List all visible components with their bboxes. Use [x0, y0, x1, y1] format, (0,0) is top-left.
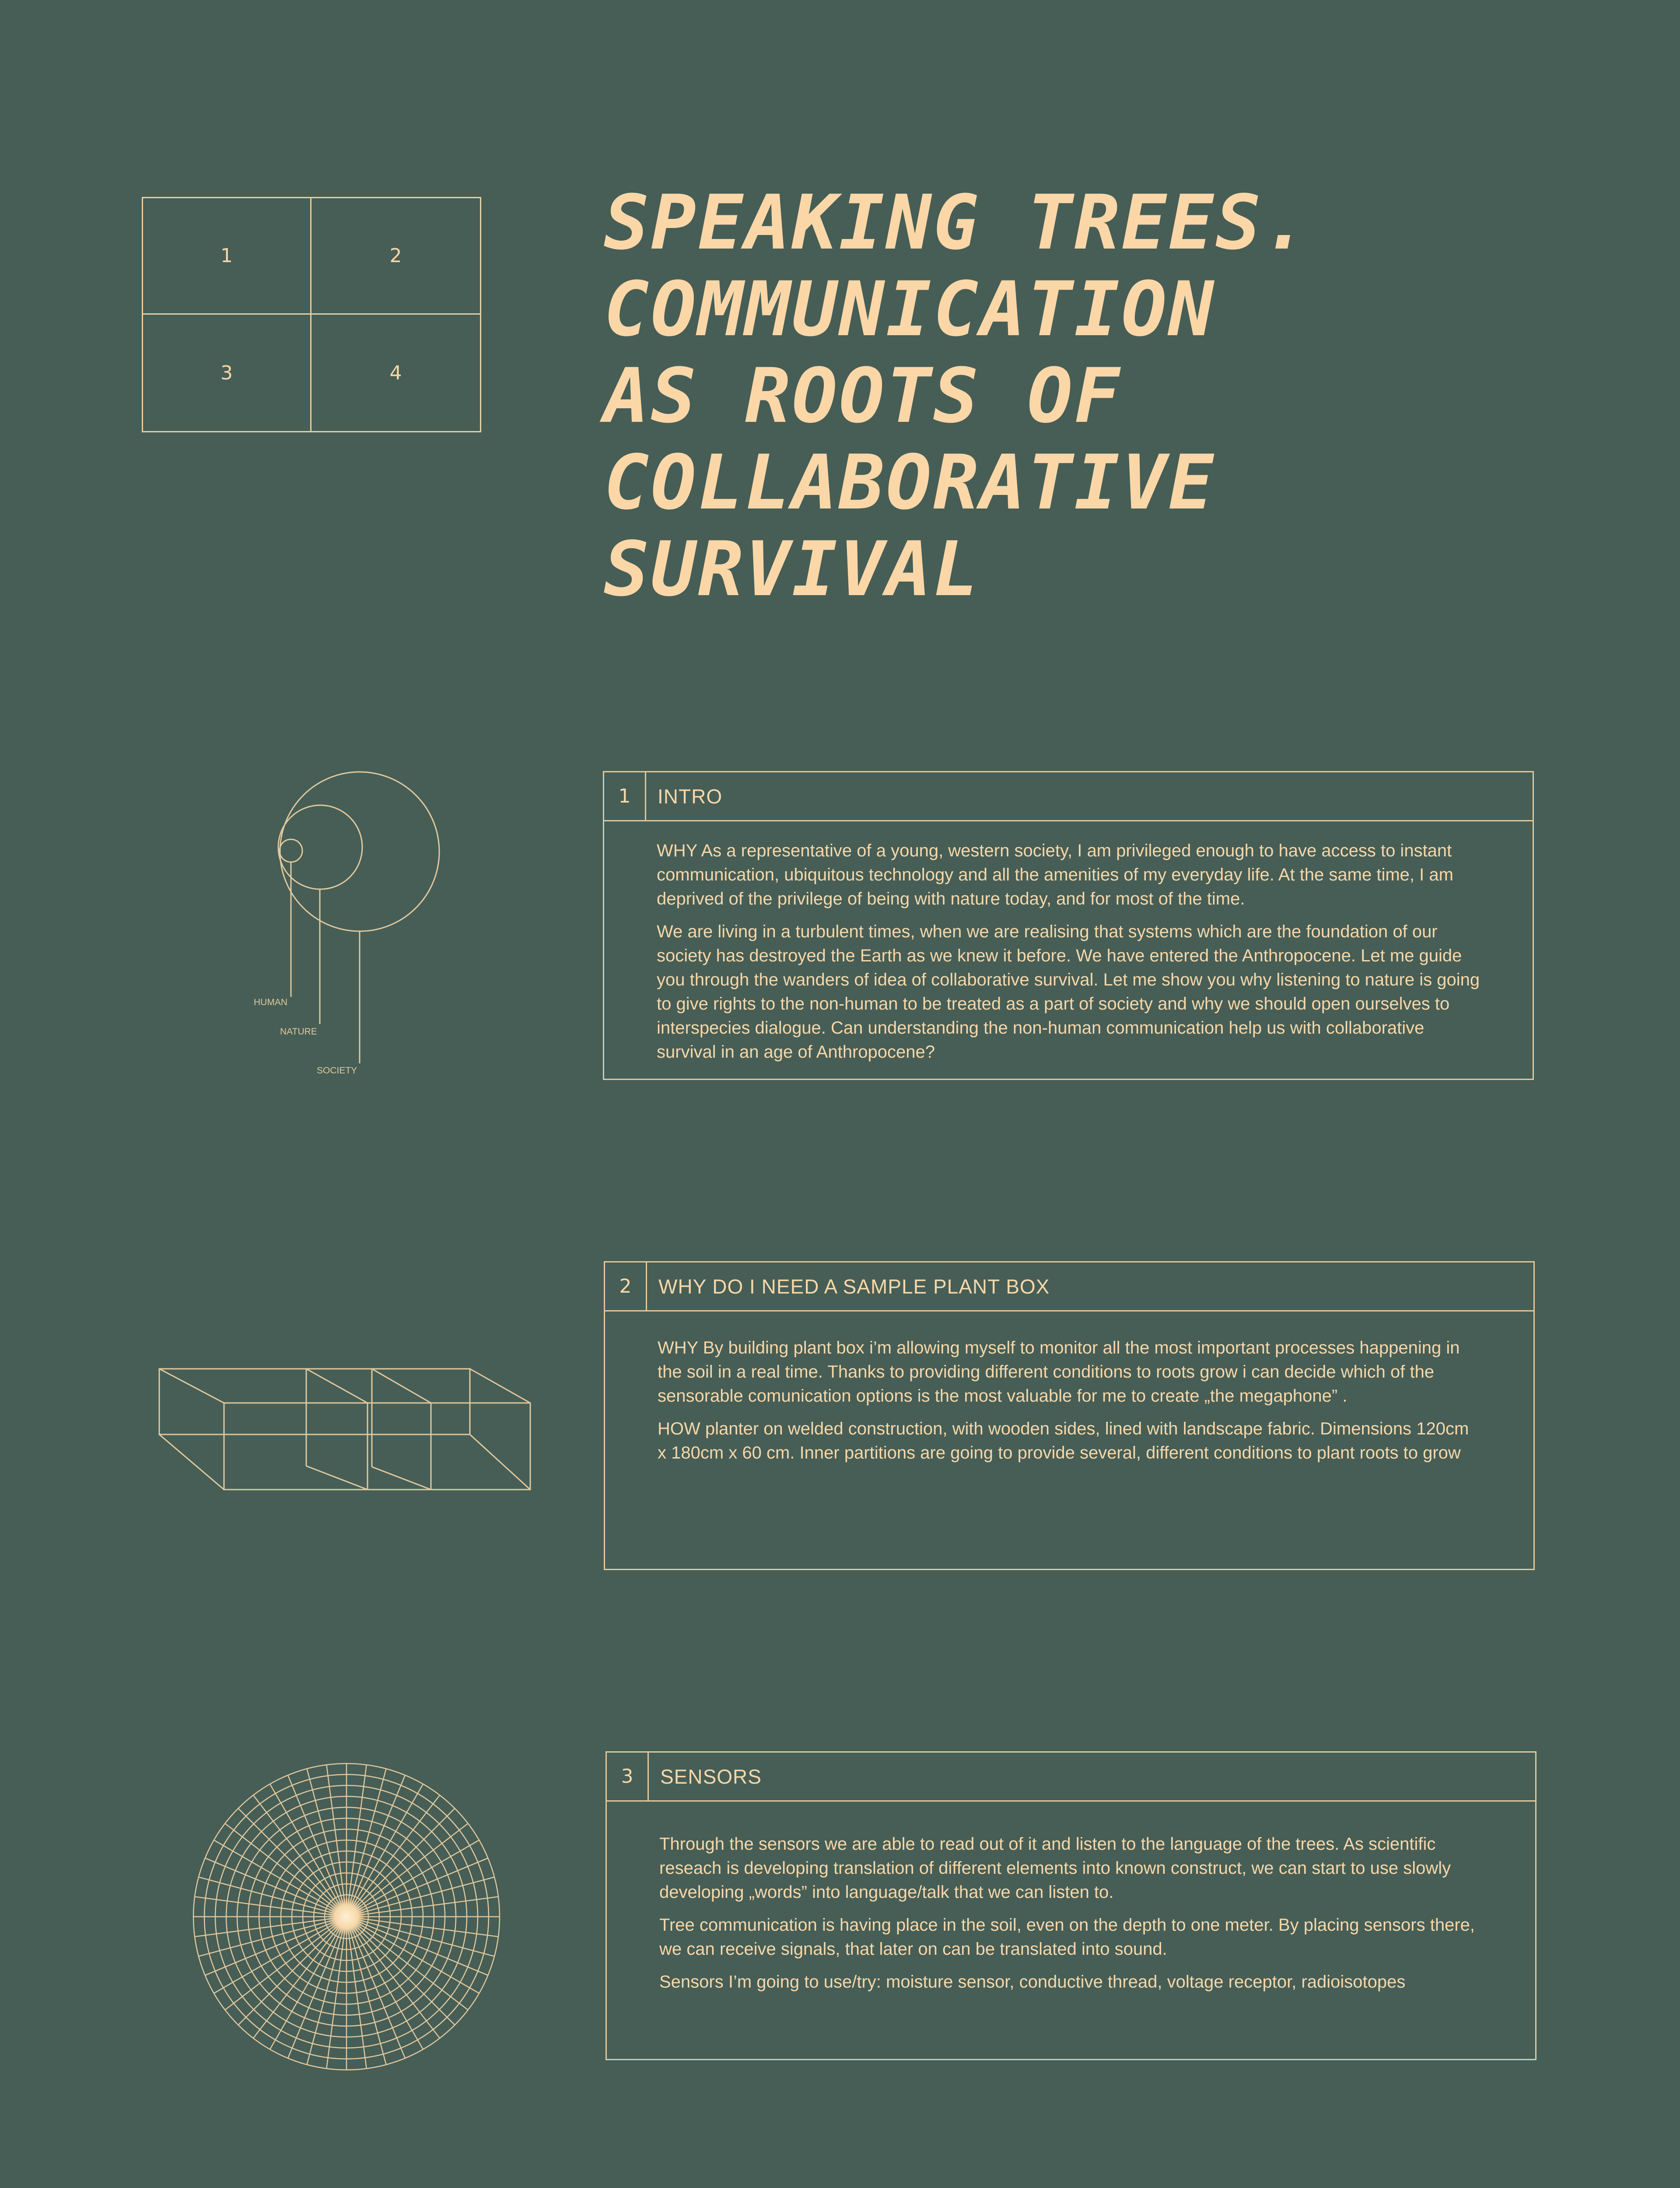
label-human: HUMAN: [254, 997, 287, 1007]
section-title: WHY DO I NEED A SAMPLE PLANT BOX: [658, 1275, 1050, 1298]
label-society: SOCIETY: [317, 1066, 357, 1076]
section-plant-box: [604, 1261, 1535, 1570]
title-line-1: SPEAKING TREES.: [604, 179, 1310, 266]
section-sensors: [606, 1751, 1536, 2060]
index-cell-2: 2: [312, 198, 480, 315]
title-line-2: COMMUNICATION: [604, 265, 1216, 353]
paragraph: WHY By building plant box i’m allowing myself to monitor all the most important processes happening in the soil in a real time. Thanks to providing different conditions to roots grow i can decide which of the sensorable comunication options is the most valuable for me to create „the megaphone” .: [658, 1338, 1460, 1406]
section-header: [607, 1753, 1535, 1802]
title-line-3: AS ROOTS OF: [604, 352, 1122, 440]
section-title: INTRO: [658, 785, 723, 808]
paragraph: Through the sensors we are able to read out of it and listen to the language of the trees. As scientific reseach is developing translation of different elements into known construct, we can start to use slowly developing „words” into language/talk that we can listen to.: [659, 1834, 1451, 1902]
section-body: [605, 1311, 1533, 1465]
section-body: [604, 821, 1533, 1064]
paragraph: HOW planter on welded construction, with wooden sides, lined with landscape fabric. Dimensions 120cm x 180cm x 60 cm. Inner partitions are going to provide several, different conditions to plant roots to grow: [658, 1419, 1469, 1462]
index-cell-4: 4: [389, 361, 402, 384]
section-header: [605, 1262, 1533, 1311]
section-body: [607, 1802, 1535, 1994]
section-number: 2: [605, 1262, 647, 1310]
paragraph: We are living in a turbulent times, when we are realising that systems which are the foundation of our society has destroyed the Earth as we knew it before. We have entered the Anthropocene. Let me guide you through the wanders of idea of collaborative survival. Let me show you why listening to nature is going to give rights to the non-human to be treated as a part of society and why we should open ourselves to interspecies dialogue. Can understanding the non-human communication help us with collaborative survival in an age of Anthropocene?: [657, 922, 1480, 1062]
index-cell-3: 3: [143, 315, 312, 431]
section-title: SENSORS: [660, 1765, 762, 1788]
section-header: [604, 772, 1533, 821]
section-number: 1: [604, 772, 646, 820]
index-cell-1: 1: [143, 198, 312, 315]
section-intro: [603, 771, 1534, 1080]
title-line-4: COLLABORATIVE: [604, 438, 1216, 526]
paragraph: Sensors I’m going to use/try: moisture sensor, conductive thread, voltage receptor, radioisotopes: [659, 1972, 1406, 1992]
paragraph: WHY As a representative of a young, western society, I am privileged enough to have access to instant communication, ubiquitous technology and all the amenities of my everyday life. At the same time, I am deprived of the privilege of being with nature today, and for most of the time.: [657, 841, 1453, 908]
label-nature: NATURE: [280, 1027, 317, 1037]
title-line-5: SURVIVAL: [604, 525, 980, 613]
section-number: 3: [607, 1753, 649, 1800]
paragraph: Tree communication is having place in the soil, even on the depth to one meter. By placing sensors there, we can receive signals, that later on can be translated into sound.: [659, 1915, 1475, 1959]
